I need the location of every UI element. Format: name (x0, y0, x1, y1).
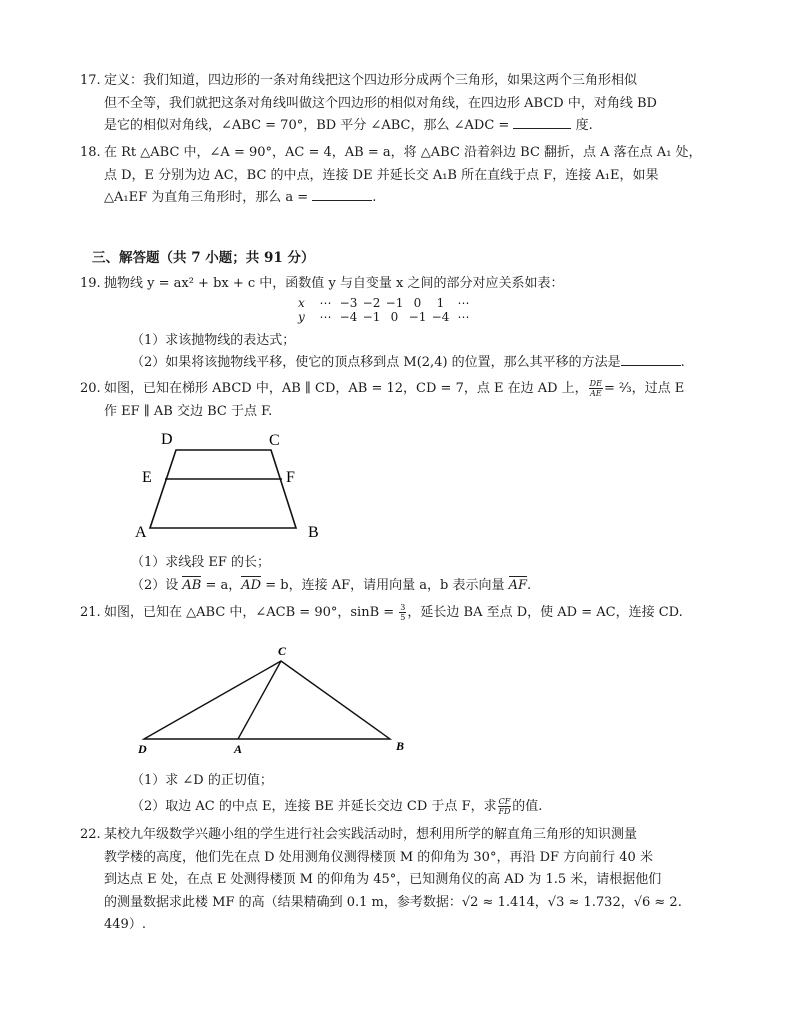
answer-blank (621, 364, 681, 366)
q22-line3: 到达点 E 处，在点 E 处测得楼顶 M 的仰角为 45°，已知测角仪的高 AD 为 1.5 米，请根据他们 (104, 872, 662, 887)
question-number: 18. (80, 145, 101, 160)
label-f: F (286, 469, 295, 486)
question-18 (80, 142, 714, 210)
triangle-dcb (144, 661, 390, 739)
trapezoid-abcd (150, 450, 296, 528)
question-22 (80, 824, 714, 937)
answer-blank (312, 199, 372, 201)
label-d: D (138, 742, 147, 756)
question-number: 19. (80, 276, 101, 291)
triangle-figure (134, 642, 414, 758)
question-21 (80, 602, 714, 625)
q22-line1: 某校九年级数学兴趣小组的学生进行社会实践活动时，想利用所学的解直角三角形的知识测量 (104, 827, 638, 842)
q18-line2: 点 D，E 分别为边 AC，BC 的中点，连接 DE 并延长交 A₁B 所在直线于点 F，连接 A₁E，如果 (104, 167, 659, 183)
q17-line3: 是它的相似对角线，∠ABC = 70°，BD 平分 ∠ABC，那么 ∠ADC = 度. (104, 118, 593, 133)
question-number: 20. (80, 381, 101, 396)
answer-blank (513, 127, 571, 129)
label-c: C (278, 644, 287, 658)
trapezoid-figure (128, 424, 348, 540)
q21-part1: （1）求 ∠D 的正切值； (131, 773, 273, 788)
fraction-de-ae: $\frac{DE}{AE}$ (589, 379, 602, 398)
label-e: E (142, 469, 152, 486)
q19-part1: （1）求该抛物线的表达式； (131, 333, 296, 348)
table-row-x: x ⋯ −3 −2 −1 0 1 ⋯ (298, 296, 470, 310)
question-20 (80, 378, 714, 423)
label-a: A (135, 524, 147, 540)
label-b: B (396, 739, 405, 753)
label-a: A (234, 742, 243, 756)
question-17 (80, 70, 714, 138)
q18-line1: 在 Rt △ABC 中，∠A = 90°，AC = 4，AB = a，将 △ABC 沿着斜边 BC 翻折，点 A 落在点 A₁ 处， (104, 145, 702, 160)
question-number: 21. (80, 605, 101, 620)
question-19 (80, 273, 714, 296)
q20-line2: 作 EF ∥ AB 交边 BC 于点 F. (104, 403, 273, 419)
q20-part2: （2）设 AB = a，AD = b，连接 AF，请用向量 a，b 表示向量 AF. (131, 575, 721, 597)
q20-part1: （1）求线段 EF 的长； (131, 555, 271, 570)
q17-line1: 定义：我们知道，四边形的一条对角线把这个四边形分成两个三角形，如果这两个三角形相似 (104, 73, 638, 88)
q20-line1: 如图，已知在梯形 ABCD 中，AB ∥ CD，AB = 12，CD = 7，点 E 在边 AD 上， $\frac{DE}{AE}$ = ²⁄₃，过点 E (104, 379, 685, 398)
label-b: B (308, 524, 319, 540)
q22-line4: 的测量数据求此楼 MF 的高（结果精确到 0.1 m，参考数据：√2 ≈ 1.414，√3 ≈ 1.732，√6 ≈ 2. (104, 894, 682, 910)
q19-line1: 抛物线 y = ax² + bx + c 中，函数值 y 与自变量 x 之间的部分对应关系如表： (104, 276, 564, 291)
question-number: 17. (80, 73, 101, 88)
fraction-cf-fd: $\frac{CF}{FD}$ (498, 797, 511, 816)
label-c: C (269, 432, 280, 449)
label-d: D (161, 431, 173, 448)
section-title: 三、解答题（共 7 小题；共 91 分） (92, 250, 315, 266)
q18-line3: △A₁EF 为直角三角形时，那么 a = . (104, 190, 377, 205)
q21-line1: 如图，已知在 △ABC 中，∠ACB = 90°，sinB = $\frac{3}{5}$ ，延长边 BA 至点 D，使 AD = AC，连接 CD. (104, 603, 683, 622)
q21-part2: （2）取边 AC 的中点 E，连接 BE 并延长交边 CD 于点 F，求 $\frac{CF}{FD}$ 的值. (131, 797, 543, 816)
q22-line5: 449）. (104, 917, 146, 932)
table-row-y: y ⋯ −4 −1 0 −1 −4 ⋯ (298, 310, 470, 324)
q19-part2: （2）如果将该抛物线平移，使它的顶点移到点 M(2,4) 的位置，那么其平移的方法是 . (131, 355, 685, 370)
fraction-3-5: $\frac{3}{5}$ (400, 603, 406, 622)
value-table (298, 296, 475, 324)
question-number: 22. (80, 827, 101, 842)
q22-line2: 教学楼的高度，他们先在点 D 处用测角仪测得楼顶 M 的仰角为 30°，再沿 DF 方向前行 40 米 (104, 849, 653, 865)
q17-line2: 但不全等，我们就把这条对角线叫做这个四边形的相似对角线，在四边形 ABCD 中，对角线 BD (104, 95, 657, 111)
